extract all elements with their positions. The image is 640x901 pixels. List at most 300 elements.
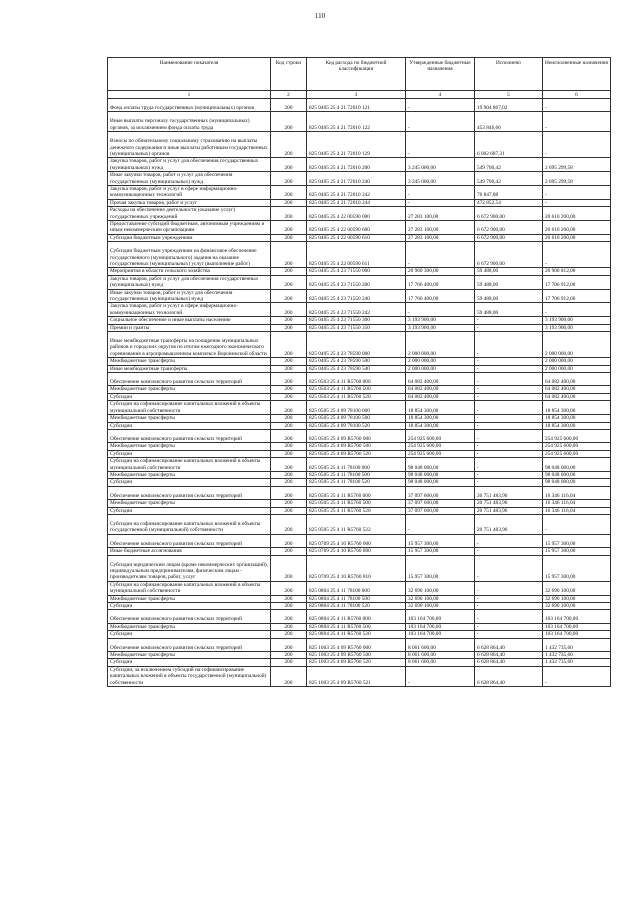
approved-amount: - — [406, 99, 475, 112]
remaining-amount: - — [543, 666, 611, 686]
remaining-amount: 20 610 200,00 — [543, 221, 611, 235]
approved-amount: 3 245 000,00 — [406, 158, 475, 172]
remaining-amount: 3 193 900,00 — [543, 324, 611, 331]
budget-code: 825 0709 25 4 10 R5760 000 — [307, 534, 406, 547]
remaining-amount: 18 854 300,00 — [543, 401, 611, 415]
indicator-name: Субсидии — [108, 602, 271, 609]
table-row — [108, 631, 611, 638]
approved-amount: 37 097 600,00 — [406, 486, 475, 499]
indicator-name: Премии и гранты — [108, 324, 271, 331]
budget-code: 825 0405 25 4 21 72010 122 — [307, 112, 406, 132]
executed-amount: - — [475, 631, 543, 638]
table-row — [108, 638, 611, 651]
indicator-name: Прочая закупка товаров, работ и услуг — [108, 199, 271, 206]
remaining-amount: 32 690 100,00 — [543, 595, 611, 602]
budget-code: 825 0505 25 4 09 78100 500 — [307, 415, 406, 422]
budget-code: 825 0405 25 4 21 72010 240 — [307, 172, 406, 186]
line-code: 200 — [271, 500, 307, 507]
approved-amount: 254 925 600,00 — [406, 443, 475, 450]
executed-amount: - — [475, 415, 543, 422]
table-row — [108, 199, 611, 206]
table-row — [108, 401, 611, 415]
remaining-amount: - — [543, 199, 611, 206]
indicator-name: Субсидии бюджетным учреждениям на финансовое обеспечение государственного (муниципального) задания на оказание государственных (муниципальных) услуг (выполнение работ) — [108, 242, 271, 268]
remaining-amount: 103 164 700,00 — [543, 623, 611, 630]
col-number: 4 — [406, 91, 475, 99]
table-row — [108, 555, 611, 581]
indicator-name: Расходы на обеспечение деятельности (оказание услуг) государственных учреждений — [108, 207, 271, 221]
col-number: 3 — [307, 91, 406, 99]
indicator-name: Обеспечение комплексного развития сельских территорий — [108, 429, 271, 442]
remaining-amount: - — [543, 303, 611, 317]
budget-code: 825 0405 25 4 22 00590 611 — [307, 242, 406, 268]
remaining-amount: 64 082 400,00 — [543, 393, 611, 400]
budget-code: 825 1003 25 4 09 R5760 521 — [307, 666, 406, 686]
approved-amount: 254 925 600,00 — [406, 450, 475, 457]
approved-amount: 15 957 300,00 — [406, 548, 475, 555]
remaining-amount: 16 346 116,04 — [543, 507, 611, 514]
table-row — [108, 458, 611, 472]
budget-code: 825 0405 25 4 23 71550 300 — [307, 317, 406, 324]
line-code: 200 — [271, 507, 307, 514]
table-row — [108, 324, 611, 331]
indicator-name: Социальное обеспечение и иные выплаты населению — [108, 317, 271, 324]
line-code: 200 — [271, 365, 307, 372]
executed-amount: - — [475, 358, 543, 365]
line-code: 200 — [271, 317, 307, 324]
budget-code: 825 0804 25 4 11 R5760 520 — [307, 631, 406, 638]
line-code: 200 — [271, 207, 307, 221]
approved-amount: 27 283 100,00 — [406, 207, 475, 221]
line-code: 200 — [271, 199, 307, 206]
table-row — [108, 422, 611, 429]
executed-amount: - — [475, 555, 543, 581]
budget-code: 825 0405 25 4 21 72010 244 — [307, 199, 406, 206]
table-row — [108, 365, 611, 372]
indicator-name: Межбюджетные трансферты — [108, 471, 271, 478]
approved-amount: 32 690 100,00 — [406, 602, 475, 609]
executed-amount: - — [475, 443, 543, 450]
executed-amount: 6 672 900,00 — [475, 207, 543, 221]
line-code: 200 — [271, 221, 307, 235]
indicator-name: Субсидии — [108, 659, 271, 666]
executed-amount: 6 628 864,40 — [475, 666, 543, 686]
remaining-amount: - — [543, 242, 611, 268]
budget-code: 825 0505 25 4 09 R5760 000 — [307, 429, 406, 442]
table-row — [108, 303, 611, 317]
line-code: 200 — [271, 386, 307, 393]
indicator-name: Субсидии на софинансирование капитальных вложений в объекты государственной (муниципальной) собственности — [108, 514, 271, 534]
remaining-amount: 1 432 735,60 — [543, 651, 611, 658]
header-indicator-name: Наименование показателя — [108, 58, 271, 91]
page-number: 110 — [314, 12, 326, 20]
indicator-name: Иные межбюджетные трансферты — [108, 365, 271, 372]
approved-amount: 98 048 000,00 — [406, 479, 475, 486]
remaining-amount: - — [543, 132, 611, 158]
approved-amount: 64 082 400,00 — [406, 393, 475, 400]
budget-code: 825 0405 25 4 23 71550 350 — [307, 324, 406, 331]
budget-code: 825 0405 25 4 22 00590 600 — [307, 221, 406, 235]
budget-table — [107, 57, 611, 687]
executed-amount: 76 847,88 — [475, 186, 543, 200]
executed-amount: - — [475, 373, 543, 386]
table-row — [108, 595, 611, 602]
approved-amount: 18 854 300,00 — [406, 422, 475, 429]
indicator-name: Субсидии бюджетным учреждениям — [108, 234, 271, 241]
table-row — [108, 172, 611, 186]
line-code: 200 — [271, 358, 307, 365]
executed-amount: 549 700,42 — [475, 158, 543, 172]
budget-code: 825 0505 25 4 11 78100 000 — [307, 458, 406, 472]
header-line-code: Код строки — [271, 58, 307, 91]
budget-code: 825 0405 25 4 21 72010 242 — [307, 186, 406, 200]
remaining-amount: 103 164 700,00 — [543, 610, 611, 623]
indicator-name: Межбюджетные трансферты — [108, 595, 271, 602]
budget-code: 825 0804 25 4 11 78100 520 — [307, 602, 406, 609]
executed-amount: 6 672 900,00 — [475, 242, 543, 268]
approved-amount: 8 061 600,00 — [406, 651, 475, 658]
budget-code: 825 0405 25 4 22 00590 610 — [307, 234, 406, 241]
approved-amount: 103 164 700,00 — [406, 610, 475, 623]
remaining-amount: 17 706 912,00 — [543, 289, 611, 303]
table-row — [108, 132, 611, 158]
line-code: 200 — [271, 172, 307, 186]
table-row — [108, 651, 611, 658]
indicator-name: Межбюджетные трансферты — [108, 651, 271, 658]
line-code: 200 — [271, 422, 307, 429]
remaining-amount: 2 000 000,00 — [543, 358, 611, 365]
remaining-amount: 2 000 000,00 — [543, 332, 611, 358]
budget-code: 825 0405 25 4 23 71550 000 — [307, 268, 406, 275]
line-code: 200 — [271, 555, 307, 581]
budget-code: 825 0405 25 4 23 78590 540 — [307, 365, 406, 372]
executed-amount: - — [475, 479, 543, 486]
approved-amount: - — [406, 303, 475, 317]
indicator-name: Закупка товаров, работ и услуг в сфере информационно-коммуникационных технологий — [108, 303, 271, 317]
line-code: 200 — [271, 479, 307, 486]
approved-amount: - — [406, 112, 475, 132]
indicator-name: Иные выплаты персоналу государственных (муниципальных) органов, за исключением фонда оплаты труда — [108, 112, 271, 132]
approved-amount: 254 925 600,00 — [406, 429, 475, 442]
approved-amount: - — [406, 242, 475, 268]
budget-code: 825 0405 25 4 23 71550 240 — [307, 289, 406, 303]
column-numbers-row — [108, 91, 611, 99]
remaining-amount: 3 193 900,00 — [543, 317, 611, 324]
table-row — [108, 415, 611, 422]
remaining-amount: 103 164 700,00 — [543, 631, 611, 638]
approved-amount: 27 283 100,00 — [406, 221, 475, 235]
remaining-amount: 32 690 100,00 — [543, 602, 611, 609]
line-code: 200 — [271, 548, 307, 555]
remaining-amount: 18 854 300,00 — [543, 422, 611, 429]
executed-amount: - — [475, 332, 543, 358]
remaining-amount: 98 048 000,00 — [543, 479, 611, 486]
col-number: 2 — [271, 91, 307, 99]
indicator-name: Обеспечение комплексного развития сельских территорий — [108, 610, 271, 623]
approved-amount: 18 854 300,00 — [406, 401, 475, 415]
remaining-amount: 1 432 735,60 — [543, 659, 611, 666]
indicator-name: Мероприятия в области сельского хозяйства — [108, 268, 271, 275]
line-code: 200 — [271, 631, 307, 638]
table-row — [108, 623, 611, 630]
line-code: 200 — [271, 99, 307, 112]
line-code: 200 — [271, 595, 307, 602]
line-code: 200 — [271, 186, 307, 200]
line-code: 200 — [271, 332, 307, 358]
line-code: 200 — [271, 443, 307, 450]
budget-code: 825 0405 25 4 21 72010 121 — [307, 99, 406, 112]
approved-amount: - — [406, 199, 475, 206]
executed-amount: 59 488,00 — [475, 303, 543, 317]
approved-amount: 64 082 400,00 — [406, 373, 475, 386]
line-code: 200 — [271, 610, 307, 623]
budget-code: 825 0505 25 4 11 78100 520 — [307, 479, 406, 486]
budget-code: 825 0505 25 4 09 78100 000 — [307, 401, 406, 415]
indicator-name: Межбюджетные трансферты — [108, 386, 271, 393]
table-row — [108, 234, 611, 241]
col-number: 5 — [475, 91, 543, 99]
line-code: 200 — [271, 393, 307, 400]
budget-code: 825 0405 25 4 23 71550 242 — [307, 303, 406, 317]
remaining-amount: 18 854 300,00 — [543, 415, 611, 422]
budget-code: 825 0505 25 4 09 R5760 500 — [307, 443, 406, 450]
budget-code: 825 0405 25 4 21 72010 200 — [307, 158, 406, 172]
remaining-amount: 98 048 000,00 — [543, 471, 611, 478]
approved-amount: 2 000 000,00 — [406, 365, 475, 372]
approved-amount: - — [406, 514, 475, 534]
executed-amount: 59 488,00 — [475, 275, 543, 289]
remaining-amount: 15 957 300,00 — [543, 555, 611, 581]
indicator-name: Иные закупки товаров, работ и услуг для обеспечения государственных (муниципальных) нужд — [108, 172, 271, 186]
budget-code: 825 1003 25 4 09 R5760 500 — [307, 651, 406, 658]
budget-code: 825 1003 25 4 09 R5760 000 — [307, 638, 406, 651]
line-code: 200 — [271, 666, 307, 686]
executed-amount: 6 628 864,40 — [475, 659, 543, 666]
table-row — [108, 500, 611, 507]
executed-amount: - — [475, 458, 543, 472]
line-code: 200 — [271, 275, 307, 289]
line-code: 200 — [271, 651, 307, 658]
executed-amount: 453 846,66 — [475, 112, 543, 132]
remaining-amount: 2 695 299,58 — [543, 172, 611, 186]
indicator-name: Субсидии — [108, 422, 271, 429]
table-row — [108, 275, 611, 289]
budget-code: 825 0804 25 4 11 78100 500 — [307, 595, 406, 602]
indicator-name: Фонд оплаты труда государственных (муниципальных) органов — [108, 99, 271, 112]
executed-amount: - — [475, 401, 543, 415]
table-row — [108, 373, 611, 386]
remaining-amount: 64 082 400,00 — [543, 386, 611, 393]
approved-amount: 8 061 600,00 — [406, 659, 475, 666]
budget-code: 825 0405 25 4 23 71550 200 — [307, 275, 406, 289]
line-code: 200 — [271, 659, 307, 666]
budget-code: 825 0505 25 4 11 R5760 000 — [307, 486, 406, 499]
header-row — [108, 58, 611, 91]
remaining-amount: - — [543, 112, 611, 132]
budget-code: 825 0503 25 4 11 R5760 500 — [307, 386, 406, 393]
budget-code: 825 0804 25 4 11 78100 000 — [307, 581, 406, 595]
table-row — [108, 514, 611, 534]
executed-amount: - — [475, 365, 543, 372]
indicator-name: Межбюджетные трансферты — [108, 415, 271, 422]
approved-amount: 17 766 400,00 — [406, 275, 475, 289]
indicator-name: Субсидии — [108, 631, 271, 638]
executed-amount: - — [475, 324, 543, 331]
col-number: 6 — [543, 91, 611, 99]
approved-amount: 98 048 000,00 — [406, 471, 475, 478]
approved-amount: 3 245 000,00 — [406, 172, 475, 186]
approved-amount: 2 000 000,00 — [406, 358, 475, 365]
budget-code: 825 0804 25 4 11 R5760 000 — [307, 610, 406, 623]
indicator-name: Субсидии юридическим лицам (кроме некоммерческих организаций), индивидуальным предпринимателям, физическим лицам - производителям товаров, работ, услуг — [108, 555, 271, 581]
executed-amount: 20 751 483,96 — [475, 514, 543, 534]
executed-amount: - — [475, 317, 543, 324]
indicator-name: Субсидии на софинансирование капитальных вложений в объекты муниципальной собственности — [108, 581, 271, 595]
header-approved: Утвержденные бюджетные назначения — [406, 58, 475, 91]
approved-amount: - — [406, 186, 475, 200]
table-row — [108, 534, 611, 547]
budget-code: 825 0505 25 4 11 R5760 520 — [307, 507, 406, 514]
indicator-name: Иные закупки товаров, работ и услуг для обеспечения государственных (муниципальных) нужд — [108, 289, 271, 303]
budget-code: 825 0505 25 4 11 R5760 500 — [307, 500, 406, 507]
budget-code: 825 0405 25 4 23 78590 000 — [307, 332, 406, 358]
approved-amount: 2 000 000,00 — [406, 332, 475, 358]
remaining-amount: - — [543, 514, 611, 534]
budget-code: 825 0505 25 4 09 78100 520 — [307, 422, 406, 429]
remaining-amount: 2 000 000,00 — [543, 365, 611, 372]
executed-amount: 20 751 483,96 — [475, 486, 543, 499]
line-code: 200 — [271, 534, 307, 547]
table-row — [108, 471, 611, 478]
remaining-amount: 64 082 400,00 — [543, 373, 611, 386]
approved-amount: 20 960 300,00 — [406, 268, 475, 275]
remaining-amount: 16 346 116,04 — [543, 500, 611, 507]
approved-amount: 15 957 300,00 — [406, 555, 475, 581]
remaining-amount: 254 925 600,00 — [543, 443, 611, 450]
table-row — [108, 429, 611, 442]
budget-code: 825 0709 25 4 10 R5760 810 — [307, 555, 406, 581]
executed-amount: 59 488,00 — [475, 268, 543, 275]
approved-amount: 15 957 300,00 — [406, 534, 475, 547]
line-code: 200 — [271, 401, 307, 415]
indicator-name: Субсидии — [108, 507, 271, 514]
executed-amount: 6 002 687,31 — [475, 132, 543, 158]
remaining-amount: - — [543, 99, 611, 112]
table-row — [108, 666, 611, 686]
indicator-name: Субсидии на софинансирование капитальных вложений в объекты муниципальной собственности — [108, 401, 271, 415]
line-code: 200 — [271, 289, 307, 303]
line-code: 200 — [271, 112, 307, 132]
indicator-name: Обеспечение комплексного развития сельских территорий — [108, 534, 271, 547]
indicator-name: Межбюджетные трансферты — [108, 443, 271, 450]
table-row — [108, 242, 611, 268]
executed-amount: - — [475, 386, 543, 393]
budget-code: 825 0505 25 4 11 R5760 522 — [307, 514, 406, 534]
budget-code: 825 0405 25 4 22 00590 000 — [307, 207, 406, 221]
indicator-name: Обеспечение комплексного развития сельских территорий — [108, 373, 271, 386]
executed-amount: - — [475, 534, 543, 547]
table-row — [108, 99, 611, 112]
table-row — [108, 393, 611, 400]
indicator-name: Иные межбюджетные трансферты на поощрение муниципальных районов и городских округов по итогам ежегодного экономического соревнования в агропромышленном комплексе Воронежской области — [108, 332, 271, 358]
line-code: 200 — [271, 324, 307, 331]
approved-amount: 3 193 900,00 — [406, 317, 475, 324]
line-code: 200 — [271, 602, 307, 609]
executed-amount: 59 488,00 — [475, 289, 543, 303]
executed-amount: 6 628 864,40 — [475, 651, 543, 658]
remaining-amount: 15 957 300,00 — [543, 534, 611, 547]
approved-amount: 37 097 600,00 — [406, 507, 475, 514]
remaining-amount: 32 690 100,00 — [543, 581, 611, 595]
table-row — [108, 486, 611, 499]
executed-amount: - — [475, 422, 543, 429]
line-code: 200 — [271, 486, 307, 499]
executed-amount: 549 700,42 — [475, 172, 543, 186]
table-row — [108, 443, 611, 450]
budget-code: 825 0505 25 4 09 R5760 520 — [307, 450, 406, 457]
table-row — [108, 186, 611, 200]
indicator-name: Закупка товаров, работ и услуг в сфере информационно-коммуникационных технологий — [108, 186, 271, 200]
approved-amount: 17 766 400,00 — [406, 289, 475, 303]
line-code: 200 — [271, 303, 307, 317]
remaining-amount: 254 925 600,00 — [543, 429, 611, 442]
indicator-name: Обеспечение комплексного развития сельских территорий — [108, 486, 271, 499]
remaining-amount: 20 610 200,00 — [543, 207, 611, 221]
line-code: 200 — [271, 623, 307, 630]
line-code: 200 — [271, 638, 307, 651]
approved-amount: 27 283 100,00 — [406, 234, 475, 241]
line-code: 200 — [271, 429, 307, 442]
table-row — [108, 268, 611, 275]
table-row — [108, 610, 611, 623]
line-code: 200 — [271, 268, 307, 275]
table-row — [108, 358, 611, 365]
budget-code: 825 0709 25 4 10 R5760 800 — [307, 548, 406, 555]
approved-amount: - — [406, 132, 475, 158]
table-row — [108, 659, 611, 666]
header-budget-code: Код расхода по бюджетной классификации — [307, 58, 406, 91]
approved-amount: 32 690 100,00 — [406, 595, 475, 602]
executed-amount: - — [475, 595, 543, 602]
executed-amount: - — [475, 610, 543, 623]
table-row — [108, 112, 611, 132]
remaining-amount: 2 695 299,58 — [543, 158, 611, 172]
table-row — [108, 581, 611, 595]
executed-amount: - — [475, 471, 543, 478]
table-row — [108, 450, 611, 457]
approved-amount: 98 048 000,00 — [406, 458, 475, 472]
indicator-name: Субсидии — [108, 479, 271, 486]
line-code: 200 — [271, 471, 307, 478]
indicator-name: Субсидии — [108, 450, 271, 457]
executed-amount: 20 751 483,96 — [475, 500, 543, 507]
budget-code: 825 1003 25 4 09 R5760 520 — [307, 659, 406, 666]
remaining-amount: 15 957 300,00 — [543, 548, 611, 555]
line-code: 200 — [271, 415, 307, 422]
approved-amount: 103 164 700,00 — [406, 631, 475, 638]
line-code: 200 — [271, 373, 307, 386]
table-row — [108, 548, 611, 555]
indicator-name: Обеспечение комплексного развития сельских территорий — [108, 638, 271, 651]
table-row — [108, 332, 611, 358]
table-row — [108, 158, 611, 172]
table-row — [108, 207, 611, 221]
executed-amount: 472 852,54 — [475, 199, 543, 206]
line-code: 200 — [271, 234, 307, 241]
indicator-name: Взносы по обязательному социальному страхованию на выплаты денежного содержания и иные выплаты работникам государственных (муниципальных) органов — [108, 132, 271, 158]
table-row — [108, 602, 611, 609]
remaining-amount: 98 048 000,00 — [543, 458, 611, 472]
